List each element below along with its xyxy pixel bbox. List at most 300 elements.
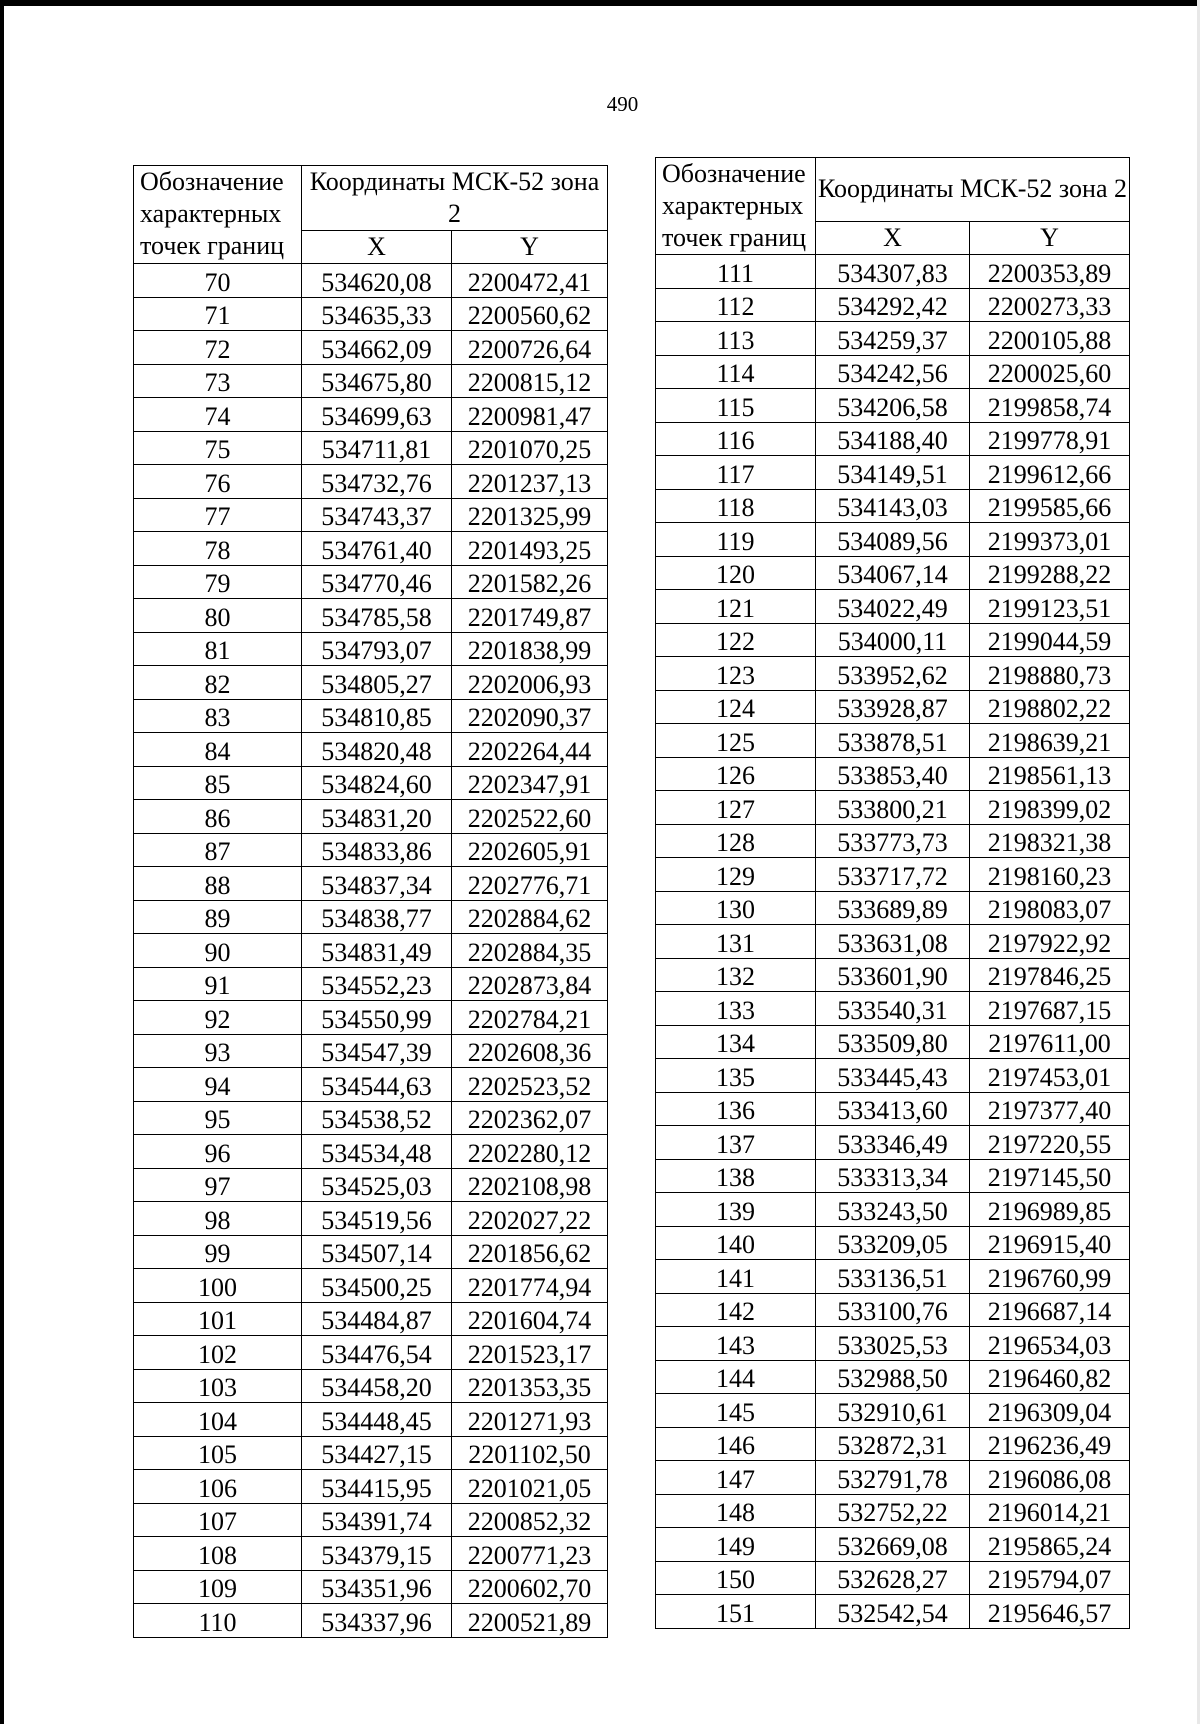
table-row (656, 891, 1130, 925)
x-coordinate-cell: 534620,08 (302, 264, 452, 298)
point-id-cell: 102 (134, 1336, 302, 1370)
x-coordinate-cell: 534500,25 (302, 1269, 452, 1303)
y-coordinate-cell: 2199288,22 (970, 556, 1130, 590)
table-row (656, 590, 1130, 624)
x-coordinate-cell: 533878,51 (816, 724, 970, 758)
x-coordinate-cell: 533689,89 (816, 891, 970, 925)
point-id-cell: 133 (656, 992, 816, 1026)
point-id-cell: 140 (656, 1226, 816, 1260)
y-coordinate-cell: 2199778,91 (970, 422, 1130, 456)
coords-system-header: Координаты МСК-52 зона 2 (816, 158, 1130, 222)
coordinates-table-right (655, 157, 1130, 1629)
y-coordinate-cell: 2202280,12 (452, 1135, 608, 1169)
y-coordinate-cell: 2198160,23 (970, 858, 1130, 892)
point-id-cell: 78 (134, 532, 302, 566)
table-row (656, 1193, 1130, 1227)
point-id-cell: 136 (656, 1092, 816, 1126)
x-coordinate-cell: 534000,11 (816, 623, 970, 657)
point-id-cell: 71 (134, 297, 302, 331)
table-row (656, 757, 1130, 791)
y-coordinate-cell: 2196236,49 (970, 1427, 1130, 1461)
x-coordinate-cell: 534675,80 (302, 364, 452, 398)
point-id-cell: 134 (656, 1025, 816, 1059)
x-coordinate-cell: 534833,86 (302, 833, 452, 867)
y-coordinate-cell: 2199373,01 (970, 523, 1130, 557)
y-coordinate-cell: 2200726,64 (452, 331, 608, 365)
coords-system-header: Координаты МСК-52 зона 2 (302, 166, 608, 231)
y-coordinate-cell: 2199585,66 (970, 489, 1130, 523)
point-id-cell: 129 (656, 858, 816, 892)
table-row (134, 900, 608, 934)
table-row (656, 824, 1130, 858)
x-coordinate-cell: 534785,58 (302, 599, 452, 633)
x-coordinate-cell: 532628,27 (816, 1561, 970, 1595)
x-coordinate-cell: 533773,73 (816, 824, 970, 858)
x-coordinate-cell: 533445,43 (816, 1059, 970, 1093)
table-row (656, 1092, 1130, 1126)
table-row (134, 1135, 608, 1169)
y-coordinate-cell: 2195865,24 (970, 1528, 1130, 1562)
x-coordinate-cell: 534427,15 (302, 1436, 452, 1470)
point-id-cell: 125 (656, 724, 816, 758)
x-coordinate-cell: 532910,61 (816, 1394, 970, 1428)
table-row (656, 523, 1130, 557)
table-row (134, 1336, 608, 1370)
table-row (656, 623, 1130, 657)
point-id-cell: 92 (134, 1001, 302, 1035)
y-coordinate-cell: 2201021,05 (452, 1470, 608, 1504)
table-row (656, 690, 1130, 724)
x-coordinate-cell: 532752,22 (816, 1494, 970, 1528)
x-coordinate-cell: 534743,37 (302, 498, 452, 532)
y-coordinate-cell: 2198321,38 (970, 824, 1130, 858)
x-coordinate-cell: 534337,96 (302, 1604, 452, 1638)
point-id-cell: 75 (134, 431, 302, 465)
x-coordinate-cell: 534831,20 (302, 800, 452, 834)
table-row (656, 1561, 1130, 1595)
table-row (134, 264, 608, 298)
table-row (134, 632, 608, 666)
point-id-cell: 139 (656, 1193, 816, 1227)
point-id-cell: 103 (134, 1369, 302, 1403)
y-coordinate-cell: 2196915,40 (970, 1226, 1130, 1260)
y-coordinate-cell: 2202608,36 (452, 1034, 608, 1068)
point-id-cell: 95 (134, 1101, 302, 1135)
x-coordinate-cell: 533509,80 (816, 1025, 970, 1059)
table-row (656, 1360, 1130, 1394)
x-coordinate-cell: 534793,07 (302, 632, 452, 666)
y-coordinate-cell: 2196760,99 (970, 1260, 1130, 1294)
y-coordinate-cell: 2202347,91 (452, 766, 608, 800)
x-coordinate-cell: 534534,48 (302, 1135, 452, 1169)
y-coordinate-cell: 2202605,91 (452, 833, 608, 867)
point-id-cell: 83 (134, 699, 302, 733)
point-id-cell: 84 (134, 733, 302, 767)
y-coordinate-cell: 2200472,41 (452, 264, 608, 298)
y-coordinate-cell: 2198399,02 (970, 791, 1130, 825)
table-row (656, 1126, 1130, 1160)
table-row (656, 1293, 1130, 1327)
x-coordinate-cell: 533853,40 (816, 757, 970, 791)
y-coordinate-cell: 2200852,32 (452, 1503, 608, 1537)
table-row (656, 1327, 1130, 1361)
y-coordinate-cell: 2200521,89 (452, 1604, 608, 1638)
point-id-cell: 76 (134, 465, 302, 499)
y-coordinate-cell: 2201271,93 (452, 1403, 608, 1437)
point-id-cell: 79 (134, 565, 302, 599)
table-row (656, 288, 1130, 322)
y-coordinate-cell: 2202108,98 (452, 1168, 608, 1202)
x-coordinate-cell: 533601,90 (816, 958, 970, 992)
table-row (134, 498, 608, 532)
point-id-cell: 145 (656, 1394, 816, 1428)
table-row (134, 733, 608, 767)
y-coordinate-cell: 2198561,13 (970, 757, 1130, 791)
point-id-cell: 130 (656, 891, 816, 925)
x-coordinate-cell: 534206,58 (816, 389, 970, 423)
point-id-cell: 104 (134, 1403, 302, 1437)
x-coordinate-cell: 532669,08 (816, 1528, 970, 1562)
x-coordinate-cell: 533631,08 (816, 925, 970, 959)
table-row (134, 833, 608, 867)
x-coordinate-cell: 534732,76 (302, 465, 452, 499)
table-row (656, 657, 1130, 691)
point-id-cell: 149 (656, 1528, 816, 1562)
point-id-cell: 120 (656, 556, 816, 590)
point-id-cell: 146 (656, 1427, 816, 1461)
x-coordinate-cell: 533100,76 (816, 1293, 970, 1327)
x-coordinate-cell: 534820,48 (302, 733, 452, 767)
scan-border (0, 0, 1200, 6)
table-row (134, 699, 608, 733)
y-coordinate-cell: 2201353,35 (452, 1369, 608, 1403)
y-coordinate-cell: 2202362,07 (452, 1101, 608, 1135)
table-row (134, 1570, 608, 1604)
x-coordinate-cell: 534544,63 (302, 1068, 452, 1102)
point-id-cell: 93 (134, 1034, 302, 1068)
y-coordinate-cell: 2196014,21 (970, 1494, 1130, 1528)
point-id-cell: 122 (656, 623, 816, 657)
point-id-cell: 141 (656, 1260, 816, 1294)
table-row (134, 967, 608, 1001)
x-coordinate-cell: 533717,72 (816, 858, 970, 892)
table-row (134, 465, 608, 499)
table-row (656, 255, 1130, 289)
point-id-cell: 113 (656, 322, 816, 356)
table-row (656, 355, 1130, 389)
y-coordinate-cell: 2202264,44 (452, 733, 608, 767)
point-id-cell: 143 (656, 1327, 816, 1361)
y-coordinate-cell: 2201325,99 (452, 498, 608, 532)
table-row (134, 431, 608, 465)
x-coordinate-cell: 533136,51 (816, 1260, 970, 1294)
x-coordinate-cell: 534379,15 (302, 1537, 452, 1571)
x-coordinate-cell: 534550,99 (302, 1001, 452, 1035)
x-coordinate-cell: 534484,87 (302, 1302, 452, 1336)
x-coordinate-cell: 534458,20 (302, 1369, 452, 1403)
x-coordinate-cell: 534824,60 (302, 766, 452, 800)
y-coordinate-cell: 2200025,60 (970, 355, 1130, 389)
table-row (134, 867, 608, 901)
y-coordinate-cell: 2202090,37 (452, 699, 608, 733)
x-coordinate-cell: 534552,23 (302, 967, 452, 1001)
x-coordinate-cell: 534711,81 (302, 431, 452, 465)
x-coordinate-cell: 534351,96 (302, 1570, 452, 1604)
y-coordinate-cell: 2201237,13 (452, 465, 608, 499)
y-coordinate-cell: 2197611,00 (970, 1025, 1130, 1059)
point-id-cell: 111 (656, 255, 816, 289)
table-row (134, 1302, 608, 1336)
table-row (134, 1537, 608, 1571)
x-coordinate-cell: 533346,49 (816, 1126, 970, 1160)
table-row (134, 532, 608, 566)
coordinates-body-right (656, 255, 1130, 1629)
x-coordinate-cell: 533928,87 (816, 690, 970, 724)
x-coordinate-cell: 534805,27 (302, 666, 452, 700)
coordinates-body-left (134, 264, 608, 1638)
table-row (656, 1461, 1130, 1495)
y-coordinate-cell: 2196687,14 (970, 1293, 1130, 1327)
table-row (656, 1260, 1130, 1294)
table-row (656, 958, 1130, 992)
coordinates-table-left (133, 165, 608, 1638)
table-row (656, 389, 1130, 423)
point-id-cell: 126 (656, 757, 816, 791)
y-coordinate-cell: 2200105,88 (970, 322, 1130, 356)
y-coordinate-cell: 2202027,22 (452, 1202, 608, 1236)
point-id-cell: 110 (134, 1604, 302, 1638)
table-row (134, 1436, 608, 1470)
y-coordinate-cell: 2201523,17 (452, 1336, 608, 1370)
y-coordinate-cell: 2198083,07 (970, 891, 1130, 925)
point-id-cell: 87 (134, 833, 302, 867)
point-id-cell: 118 (656, 489, 816, 523)
table-row (656, 1394, 1130, 1428)
y-coordinate-cell: 2202006,93 (452, 666, 608, 700)
point-id-cell: 82 (134, 666, 302, 700)
x-coordinate-cell: 534538,52 (302, 1101, 452, 1135)
point-id-cell: 85 (134, 766, 302, 800)
y-coordinate-cell: 2197220,55 (970, 1126, 1130, 1160)
x-coordinate-cell: 532542,54 (816, 1595, 970, 1629)
point-id-cell: 80 (134, 599, 302, 633)
x-coordinate-cell: 534448,45 (302, 1403, 452, 1437)
table-row (656, 1494, 1130, 1528)
table-row (134, 666, 608, 700)
x-coordinate-cell: 534149,51 (816, 456, 970, 490)
x-coordinate-cell: 532988,50 (816, 1360, 970, 1394)
point-id-cell: 74 (134, 398, 302, 432)
table-row (134, 1503, 608, 1537)
y-coordinate-cell: 2196534,03 (970, 1327, 1130, 1361)
point-id-cell: 128 (656, 824, 816, 858)
y-coordinate-cell: 2200981,47 (452, 398, 608, 432)
x-coordinate-cell: 533313,34 (816, 1159, 970, 1193)
point-id-cell: 72 (134, 331, 302, 365)
point-id-cell: 94 (134, 1068, 302, 1102)
x-coordinate-cell: 534259,37 (816, 322, 970, 356)
x-coordinate-cell: 533209,05 (816, 1226, 970, 1260)
point-id-cell: 91 (134, 967, 302, 1001)
y-coordinate-cell: 2201070,25 (452, 431, 608, 465)
table-row (656, 1059, 1130, 1093)
table-row (134, 364, 608, 398)
x-coordinate-cell: 533952,62 (816, 657, 970, 691)
point-id-cell: 150 (656, 1561, 816, 1595)
x-coordinate-cell: 532791,78 (816, 1461, 970, 1495)
x-coordinate-cell: 534507,14 (302, 1235, 452, 1269)
point-id-cell: 86 (134, 800, 302, 834)
point-id-cell: 132 (656, 958, 816, 992)
y-coordinate-cell: 2198639,21 (970, 724, 1130, 758)
table-row (656, 1226, 1130, 1260)
y-coordinate-cell: 2200560,62 (452, 297, 608, 331)
table-row (656, 1595, 1130, 1629)
x-coordinate-cell: 533540,31 (816, 992, 970, 1026)
x-coordinate-cell: 534242,56 (816, 355, 970, 389)
x-coordinate-cell: 534635,33 (302, 297, 452, 331)
y-coordinate-cell: 2198880,73 (970, 657, 1130, 691)
table-row (656, 422, 1130, 456)
point-id-cell: 89 (134, 900, 302, 934)
y-coordinate-cell: 2200273,33 (970, 288, 1130, 322)
table-row (134, 800, 608, 834)
y-coordinate-cell: 2195794,07 (970, 1561, 1130, 1595)
y-coordinate-cell: 2201604,74 (452, 1302, 608, 1336)
y-coordinate-cell: 2201102,50 (452, 1436, 608, 1470)
y-coordinate-cell: 2199123,51 (970, 590, 1130, 624)
x-coordinate-cell: 533800,21 (816, 791, 970, 825)
y-coordinate-cell: 2197145,50 (970, 1159, 1130, 1193)
table-row (134, 331, 608, 365)
table-row (656, 724, 1130, 758)
point-id-cell: 114 (656, 355, 816, 389)
x-coordinate-cell: 534307,83 (816, 255, 970, 289)
table-row (656, 925, 1130, 959)
x-coordinate-cell: 534810,85 (302, 699, 452, 733)
table-row (134, 1202, 608, 1236)
y-coordinate-cell: 2201749,87 (452, 599, 608, 633)
table-row (134, 398, 608, 432)
table-row (134, 934, 608, 968)
y-coordinate-cell: 2197922,92 (970, 925, 1130, 959)
point-id-cell: 70 (134, 264, 302, 298)
point-id-cell: 117 (656, 456, 816, 490)
point-id-cell: 137 (656, 1126, 816, 1160)
table-row (134, 1168, 608, 1202)
table-row (656, 1159, 1130, 1193)
table-row (134, 766, 608, 800)
x-coordinate-cell: 534476,54 (302, 1336, 452, 1370)
x-coordinate-cell: 532872,31 (816, 1427, 970, 1461)
x-coordinate-cell: 533243,50 (816, 1193, 970, 1227)
y-header: Y (970, 221, 1130, 254)
table-row (656, 489, 1130, 523)
x-coordinate-cell: 534067,14 (816, 556, 970, 590)
y-header: Y (452, 231, 608, 264)
y-coordinate-cell: 2197687,15 (970, 992, 1130, 1026)
x-coordinate-cell: 534831,49 (302, 934, 452, 968)
y-coordinate-cell: 2202523,52 (452, 1068, 608, 1102)
x-coordinate-cell: 534519,56 (302, 1202, 452, 1236)
point-id-cell: 148 (656, 1494, 816, 1528)
point-id-cell: 144 (656, 1360, 816, 1394)
y-coordinate-cell: 2197377,40 (970, 1092, 1130, 1126)
point-id-cell: 119 (656, 523, 816, 557)
y-coordinate-cell: 2200353,89 (970, 255, 1130, 289)
point-id-cell: 151 (656, 1595, 816, 1629)
y-coordinate-cell: 2202873,84 (452, 967, 608, 1001)
table-row (656, 1528, 1130, 1562)
page-number: 490 (606, 92, 639, 116)
scan-border (0, 0, 4, 1724)
table-row (656, 456, 1130, 490)
y-coordinate-cell: 2202522,60 (452, 800, 608, 834)
x-coordinate-cell: 534699,63 (302, 398, 452, 432)
point-id-cell: 73 (134, 364, 302, 398)
point-id-cell: 147 (656, 1461, 816, 1495)
point-id-cell: 112 (656, 288, 816, 322)
point-id-cell: 101 (134, 1302, 302, 1336)
point-id-cell: 81 (134, 632, 302, 666)
x-coordinate-cell: 534143,03 (816, 489, 970, 523)
y-coordinate-cell: 2202784,21 (452, 1001, 608, 1035)
y-coordinate-cell: 2202884,35 (452, 934, 608, 968)
x-coordinate-cell: 534547,39 (302, 1034, 452, 1068)
table-row (134, 1101, 608, 1135)
point-id-cell: 96 (134, 1135, 302, 1169)
point-id-cell: 124 (656, 690, 816, 724)
point-id-cell: 77 (134, 498, 302, 532)
table-row (134, 1235, 608, 1269)
y-coordinate-cell: 2199044,59 (970, 623, 1130, 657)
table-row (134, 1068, 608, 1102)
table-row (134, 1001, 608, 1035)
point-id-cell: 107 (134, 1503, 302, 1537)
table-row (134, 1034, 608, 1068)
table-row (134, 1470, 608, 1504)
point-id-cell: 98 (134, 1202, 302, 1236)
y-coordinate-cell: 2202884,62 (452, 900, 608, 934)
y-coordinate-cell: 2196989,85 (970, 1193, 1130, 1227)
table-row (134, 565, 608, 599)
x-header: X (816, 221, 970, 254)
x-coordinate-cell: 534292,42 (816, 288, 970, 322)
table-row (134, 297, 608, 331)
table-row (656, 992, 1130, 1026)
point-id-cell: 106 (134, 1470, 302, 1504)
y-coordinate-cell: 2201856,62 (452, 1235, 608, 1269)
x-coordinate-cell: 534761,40 (302, 532, 452, 566)
x-header: X (302, 231, 452, 264)
table-row (656, 322, 1130, 356)
x-coordinate-cell: 534838,77 (302, 900, 452, 934)
x-coordinate-cell: 534662,09 (302, 331, 452, 365)
point-id-cell: 100 (134, 1269, 302, 1303)
point-id-cell: 135 (656, 1059, 816, 1093)
y-coordinate-cell: 2198802,22 (970, 690, 1130, 724)
table-row (134, 1369, 608, 1403)
point-label-header: Обозначение характерных точек границ (656, 158, 816, 255)
point-label-header: Обозначение характерных точек границ (134, 166, 302, 264)
y-coordinate-cell: 2201582,26 (452, 565, 608, 599)
y-coordinate-cell: 2200815,12 (452, 364, 608, 398)
point-id-cell: 115 (656, 389, 816, 423)
table-row (134, 1403, 608, 1437)
y-coordinate-cell: 2201774,94 (452, 1269, 608, 1303)
y-coordinate-cell: 2202776,71 (452, 867, 608, 901)
x-coordinate-cell: 533025,53 (816, 1327, 970, 1361)
